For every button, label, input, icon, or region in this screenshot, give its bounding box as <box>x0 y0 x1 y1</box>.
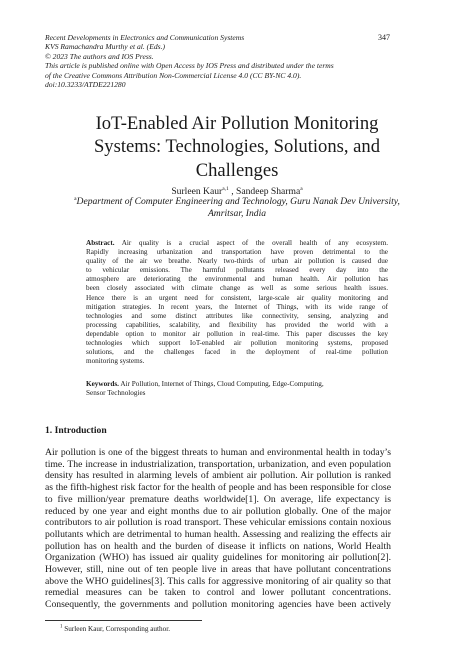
header-line: This article is published online with Open Access by IOS Press and distributed under the terms <box>45 61 334 71</box>
header-line: of the Creative Commons Attribution Non-Commercial License 4.0 (CC BY-NC 4.0). <box>45 70 302 80</box>
title-line: Challenges <box>195 159 279 181</box>
body-line: density has resulted in alarming levels of ambient air pollution. Air pollution is ranked <box>45 470 391 482</box>
footnote-divider <box>45 620 202 621</box>
title-line: Systems: Technologies, Solutions, and <box>93 136 381 158</box>
body-paragraph <box>45 447 391 611</box>
body-line: Air pollution is one of the biggest threats to human and environmental health in today’s <box>45 447 391 458</box>
affiliation <box>40 196 434 221</box>
body-line: as the fifth-highest risk factor for the health of people and has been responsible for close <box>45 482 391 494</box>
author-superscript: a,1 <box>222 185 229 192</box>
footnote-superscript: 1 <box>60 624 63 630</box>
keywords <box>86 380 388 398</box>
header-line: Recent Developments in Electronics and Communication Systems <box>45 33 245 42</box>
body-line: reduced by one year and eight months due to air pollution globally. One of the major <box>45 505 391 517</box>
keywords-line: Sensor Technologies <box>86 389 146 398</box>
header-line: © 2023 The authors and IOS Press. <box>45 51 154 61</box>
body-line: to five million/year premature deaths worldwide[1]. On average, life expectancy is <box>45 493 391 505</box>
keywords-text: Air Pollution, Internet of Things, Cloud Computing, Edge-Computing, <box>118 380 324 388</box>
author-superscript: a <box>300 185 303 192</box>
abstract-line: Hence there is an urgent need for consistent, large-scale air quality monitoring and <box>86 293 388 302</box>
affiliation-line: Amritsar, India <box>207 208 267 220</box>
body-line: contributors to air pollution is road transport. These vehicular emissions contain noxious <box>45 517 391 529</box>
affiliation-text: Department of Computer Engineering and Technology, Guru Nanak Dev University, <box>76 196 400 207</box>
abstract-text: Air quality is a crucial aspect of the overall health of any ecosystem. <box>114 239 388 247</box>
body-line: pollution has on health and the burden of disease it inflicts on nations, World Health <box>45 540 391 552</box>
footnote <box>60 625 170 634</box>
body-line: time. The increase in industrialization, transportation, urbanization, and even population <box>45 458 391 470</box>
body-line: pollutants which are detrimental to human health. Assessing and realizing the effects air <box>45 528 391 540</box>
body-line: Consequently, the governments and pollution monitoring agencies have been actively <box>45 599 391 611</box>
abstract-line: technologies and some distinct attributes like connectivity, sensing, analyzing and <box>86 311 388 320</box>
author-name: Surleen Kaur <box>171 186 223 197</box>
abstract-line: Rapidly increasing urbanization and transportation have proven detrimental to the <box>86 248 388 257</box>
header-line: doi:10.3233/ATDE221280 <box>45 80 126 90</box>
affiliation-line <box>40 196 434 208</box>
abstract <box>86 239 388 366</box>
footnote-text: Surleen Kaur, Corresponding author. <box>62 625 171 633</box>
abstract-line: mitigation strategies. In recent years, the Internet of Things, with its wide range of <box>86 302 388 311</box>
abstract-line: processing capabilities, scalability, and flexibility has provided the world with a <box>86 320 388 329</box>
body-line: above the WHO guidelines[3]. This calls for aggressive monitoring of air quality so that <box>45 575 391 587</box>
abstract-line <box>86 239 388 248</box>
abstract-line: been closely associated with climate change as well as some serious health issues. <box>86 284 388 293</box>
author-separator: , <box>228 186 236 197</box>
abstract-line: atmosphere are deteriorating the environmental and human health. Air pollution has <box>86 275 388 284</box>
author-name: Sandeep Sharma <box>236 186 301 197</box>
header-line: KVS Ramachandra Murthy et al. (Eds.) <box>45 42 166 52</box>
abstract-line: to vehicular emissions. The harmful pollutants released every day into the <box>86 266 388 275</box>
body-line: However, still, nine out of ten people live in areas that have pollutant concentrations <box>45 564 391 576</box>
title-line: IoT-Enabled Air Pollution Monitoring <box>95 113 379 134</box>
body-line: remedial measures can be taken to control and lower pollutant concentrations. <box>45 587 391 599</box>
abstract-line: dependable option to monitor air pollution in real-time. This paper discusses the key <box>86 329 388 338</box>
keywords-line <box>86 380 388 389</box>
affiliation-superscript: a <box>74 195 77 202</box>
body-line: Organization (WHO) has issued air quality guidelines for monitoring air pollution[2]. <box>45 552 391 564</box>
page-number: 347 <box>378 33 390 42</box>
abstract-line: quality of the air we breathe. Nearly two-thirds of urban air pollution is caused due <box>86 257 388 266</box>
abstract-line: monitoring systems. <box>86 357 145 366</box>
keywords-label: Keywords. <box>86 380 119 388</box>
abstract-line: solutions, and the challenges faced in the deployment of real-time pollution <box>86 348 388 357</box>
abstract-line: technologies which support IoT-enabled air pollution monitoring systems, proposed <box>86 339 388 348</box>
abstract-label: Abstract. <box>86 239 115 247</box>
section-heading: 1. Introduction <box>45 425 107 436</box>
paper-title <box>40 112 434 182</box>
